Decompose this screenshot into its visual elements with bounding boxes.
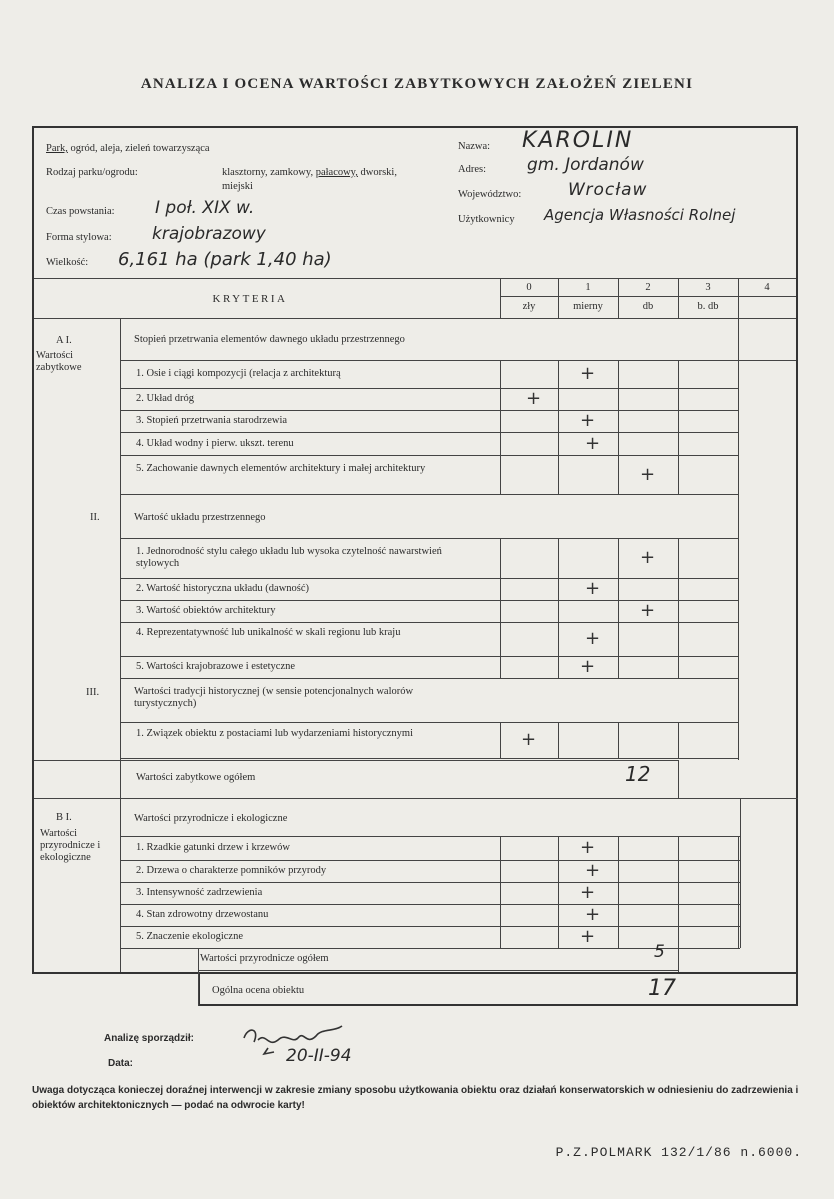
- park-type-selected: Park,: [46, 143, 68, 154]
- grid-line: [120, 410, 738, 411]
- score-column-line: [500, 836, 501, 948]
- section-b-item-3: 3. Intensywność zadrzewienia: [136, 887, 263, 898]
- grid-line: [120, 678, 738, 679]
- score-column-line: [738, 538, 739, 678]
- overall-label: Ogólna ocena obiektu: [212, 985, 305, 996]
- print-code: P.Z.POLMARK 132/1/86 n.6000.: [555, 1145, 802, 1160]
- section-b-item-2: 2. Drzewa o charakterze pomników przyrody: [136, 865, 327, 876]
- section-a-ii-mark-2: +: [585, 578, 601, 599]
- section-a-iii-item-1: 1. Związek obiektu z postaciami lub wydarzeniami historycznymi: [136, 728, 413, 739]
- rodzaj-options-2: miejski: [222, 181, 253, 192]
- score-column-line: [738, 836, 739, 948]
- section-a-total-label: Wartości zabytkowe ogółem: [136, 772, 256, 783]
- grid-line: [678, 948, 679, 972]
- nazwa-label: Nazwa:: [458, 141, 491, 152]
- score-column-line: [558, 360, 559, 494]
- grid-line: [678, 760, 679, 798]
- score-column-line: [738, 722, 739, 758]
- section-a-ii-item-5: 5. Wartości krajobrazowe i estetyczne: [136, 661, 296, 672]
- grid-line: [120, 360, 796, 361]
- score-column-line: [678, 722, 679, 758]
- column-number-1: 1: [585, 282, 591, 293]
- section-b-mark-4: +: [585, 904, 601, 925]
- grid-line: [120, 622, 738, 623]
- park-type-options: ogród, aleja, zieleń towarzysząca: [70, 143, 210, 154]
- grid-line: [120, 432, 738, 433]
- section-b-mark-3: +: [580, 882, 596, 903]
- score-column-line: [678, 836, 679, 948]
- section-a-letter: A I.: [56, 335, 72, 346]
- wielkosc-label: Wielkość:: [46, 257, 89, 268]
- section-a-iii-heading: Wartości tradycji historycznej (w sensie potencjonalnych walorów turystycznych): [134, 686, 414, 709]
- score-column-line: [558, 836, 559, 948]
- section-divider: [34, 798, 798, 799]
- score-column-line: [678, 538, 679, 678]
- section-a-i-item-2: 2. Układ dróg: [136, 393, 195, 404]
- kryteria-subdivider: [500, 296, 796, 297]
- score-column-line: [500, 722, 501, 758]
- forma-label: Forma stylowa:: [46, 232, 112, 243]
- grid-line: [120, 926, 740, 927]
- grid-line: [120, 948, 740, 949]
- park-type-line: [46, 143, 210, 155]
- section-a-ii-mark-3: +: [640, 600, 656, 621]
- section-a-ii-number: II.: [90, 512, 100, 523]
- column-word-2: db: [642, 301, 654, 312]
- grid-line: [120, 455, 738, 456]
- uzytkownicy-label: Użytkownicy: [458, 214, 515, 225]
- section-a-i-mark-1: +: [580, 363, 596, 384]
- section-a-i-mark-3: +: [580, 410, 596, 431]
- section-a-total-value: 12: [625, 762, 651, 786]
- section-a-ii-mark-1: +: [640, 547, 656, 568]
- grid-line: [120, 578, 738, 579]
- score-column-line: [558, 538, 559, 678]
- prepared-label: Analizę sporządził:: [104, 1033, 195, 1044]
- left-column-divider: [120, 318, 121, 972]
- section-b-total-label: Wartości przyrodnicze ogółem: [200, 953, 329, 964]
- overall-value: 17: [648, 976, 676, 1001]
- grid-line: [120, 836, 740, 837]
- rodzaj-selected: pałacowy,: [315, 167, 358, 178]
- section-b-label: Wartości przyrodnicze i ekologiczne: [40, 828, 101, 863]
- column-word-1: mierny: [573, 301, 603, 312]
- date-value: 20-II-94: [286, 1046, 352, 1066]
- grid-line: [120, 494, 738, 495]
- section-b-item-5: 5. Znaczenie ekologiczne: [136, 931, 243, 942]
- column-number-0: 0: [526, 282, 532, 293]
- column-word-0: zły: [522, 301, 536, 312]
- grid-line: [198, 970, 678, 971]
- grid-line: [120, 722, 738, 723]
- wojewodztwo-label: Województwo:: [458, 189, 522, 200]
- score-column-line: [618, 836, 619, 948]
- section-a-i-mark-2: +: [526, 388, 542, 409]
- forma-value: krajobrazowy: [152, 224, 266, 244]
- wielkosc-value: 6,161 ha (park 1,40 ha): [118, 249, 332, 270]
- grid-line: [120, 904, 740, 905]
- section-b-mark-1: +: [580, 837, 596, 858]
- rodzaj-options: klasztorny, zamkowy, pałacowy, dworski,: [222, 167, 397, 178]
- section-a-ii-mark-5: +: [580, 656, 596, 677]
- section-a-ii-item-3: 3. Wartość obiektów architektury: [136, 605, 276, 616]
- page-title: ANALIZA I OCENA WARTOŚCI ZABYTKOWYCH ZAŁOŻEŃ ZIELENI: [140, 76, 694, 92]
- section-a-i-mark-5: +: [640, 463, 656, 485]
- uzytkownicy-value: Agencja Własności Rolnej: [544, 206, 736, 224]
- czas-label: Czas powstania:: [46, 206, 115, 217]
- column-number-2: 2: [645, 282, 651, 293]
- score-column-line: [678, 360, 679, 494]
- grid-line: [120, 758, 738, 759]
- section-a-ii-mark-4: +: [585, 628, 601, 649]
- header-divider: [34, 278, 796, 279]
- adres-label: Adres:: [458, 164, 486, 175]
- section-b-total-value: 5: [654, 942, 665, 962]
- adres-value: gm. Jordanów: [527, 155, 644, 175]
- grid-line: [120, 882, 740, 883]
- grid-line: [740, 798, 741, 948]
- section-b-heading: Wartości przyrodnicze i ekologiczne: [134, 813, 288, 824]
- nazwa-value: KAROLIN: [522, 128, 634, 153]
- score-column-line: [558, 722, 559, 758]
- column-number-4: 4: [764, 282, 770, 293]
- score-column-line: [500, 538, 501, 678]
- column-number-3: 3: [705, 282, 711, 293]
- section-a-ii-item-4: 4. Reprezentatywność lub unikalność w skali regionu lub kraju: [136, 627, 401, 638]
- section-b-letter: B I.: [56, 812, 72, 823]
- score-column-line: [618, 538, 619, 678]
- grid-line: [120, 538, 738, 539]
- section-b-item-4: 4. Stan zdrowotny drzewostanu: [136, 909, 269, 920]
- score-column-line: [618, 360, 619, 494]
- section-b-item-1: 1. Rzadkie gatunki drzew i krzewów: [136, 842, 290, 853]
- section-a-i-item-5: 5. Zachowanie dawnych elementów architektury i małej architektury: [136, 462, 426, 474]
- section-a-i-mark-4: +: [585, 432, 601, 454]
- grid-line: [120, 656, 738, 657]
- score-column-line: [618, 722, 619, 758]
- column-word-3: b. db: [697, 301, 719, 312]
- section-a-ii-heading: Wartość układu przestrzennego: [134, 512, 266, 523]
- section-a-label: Wartości zabytkowe: [36, 350, 82, 373]
- kryteria-label: KRYTERIA: [212, 293, 288, 305]
- kryteria-bottom: [34, 318, 796, 319]
- section-a-ii-item-2: 2. Wartość historyczna układu (dawność): [136, 583, 310, 594]
- rodzaj-label: Rodzaj parku/ogrodu:: [46, 167, 138, 178]
- grid-line: [34, 760, 678, 761]
- section-a-iii-mark-1: +: [521, 729, 537, 750]
- grid-line: [120, 388, 738, 389]
- section-a-iii-number: III.: [86, 687, 100, 698]
- grid-line: [198, 948, 199, 1006]
- section-a-i-heading: Stopień przetrwania elementów dawnego układu przestrzennego: [134, 334, 405, 345]
- section-b-mark-2: +: [585, 860, 601, 881]
- wojewodztwo-value: Wrocław: [568, 180, 648, 200]
- date-label: Data:: [108, 1058, 134, 1069]
- section-a-i-item-3: 3. Stopień przetrwania starodrzewia: [136, 415, 288, 426]
- czas-value: I poł. XIX w.: [155, 198, 255, 218]
- grid-line: [120, 860, 740, 861]
- section-b-mark-5: +: [580, 926, 596, 947]
- section-a-i-item-1: 1. Osie i ciągi kompozycji (relacja z architekturą: [136, 368, 341, 379]
- footer-note: Uwaga dotycząca konieczej doraźnej interwencji w zakresie zmiany sposobu użytkowania obiektu oraz działań konserwatorskich w odniesieniu do zadrzewienia i obiektów architektonicznych — podać na odwrocie karty!: [32, 1085, 799, 1111]
- score-column-line: [500, 360, 501, 494]
- section-a-ii-item-1: 1. Jednorodność stylu całego układu lub wysoka czytelność nawarstwień stylowych: [136, 546, 442, 569]
- section-a-i-item-4: 4. Układ wodny i pierw. ukszt. terenu: [136, 437, 294, 449]
